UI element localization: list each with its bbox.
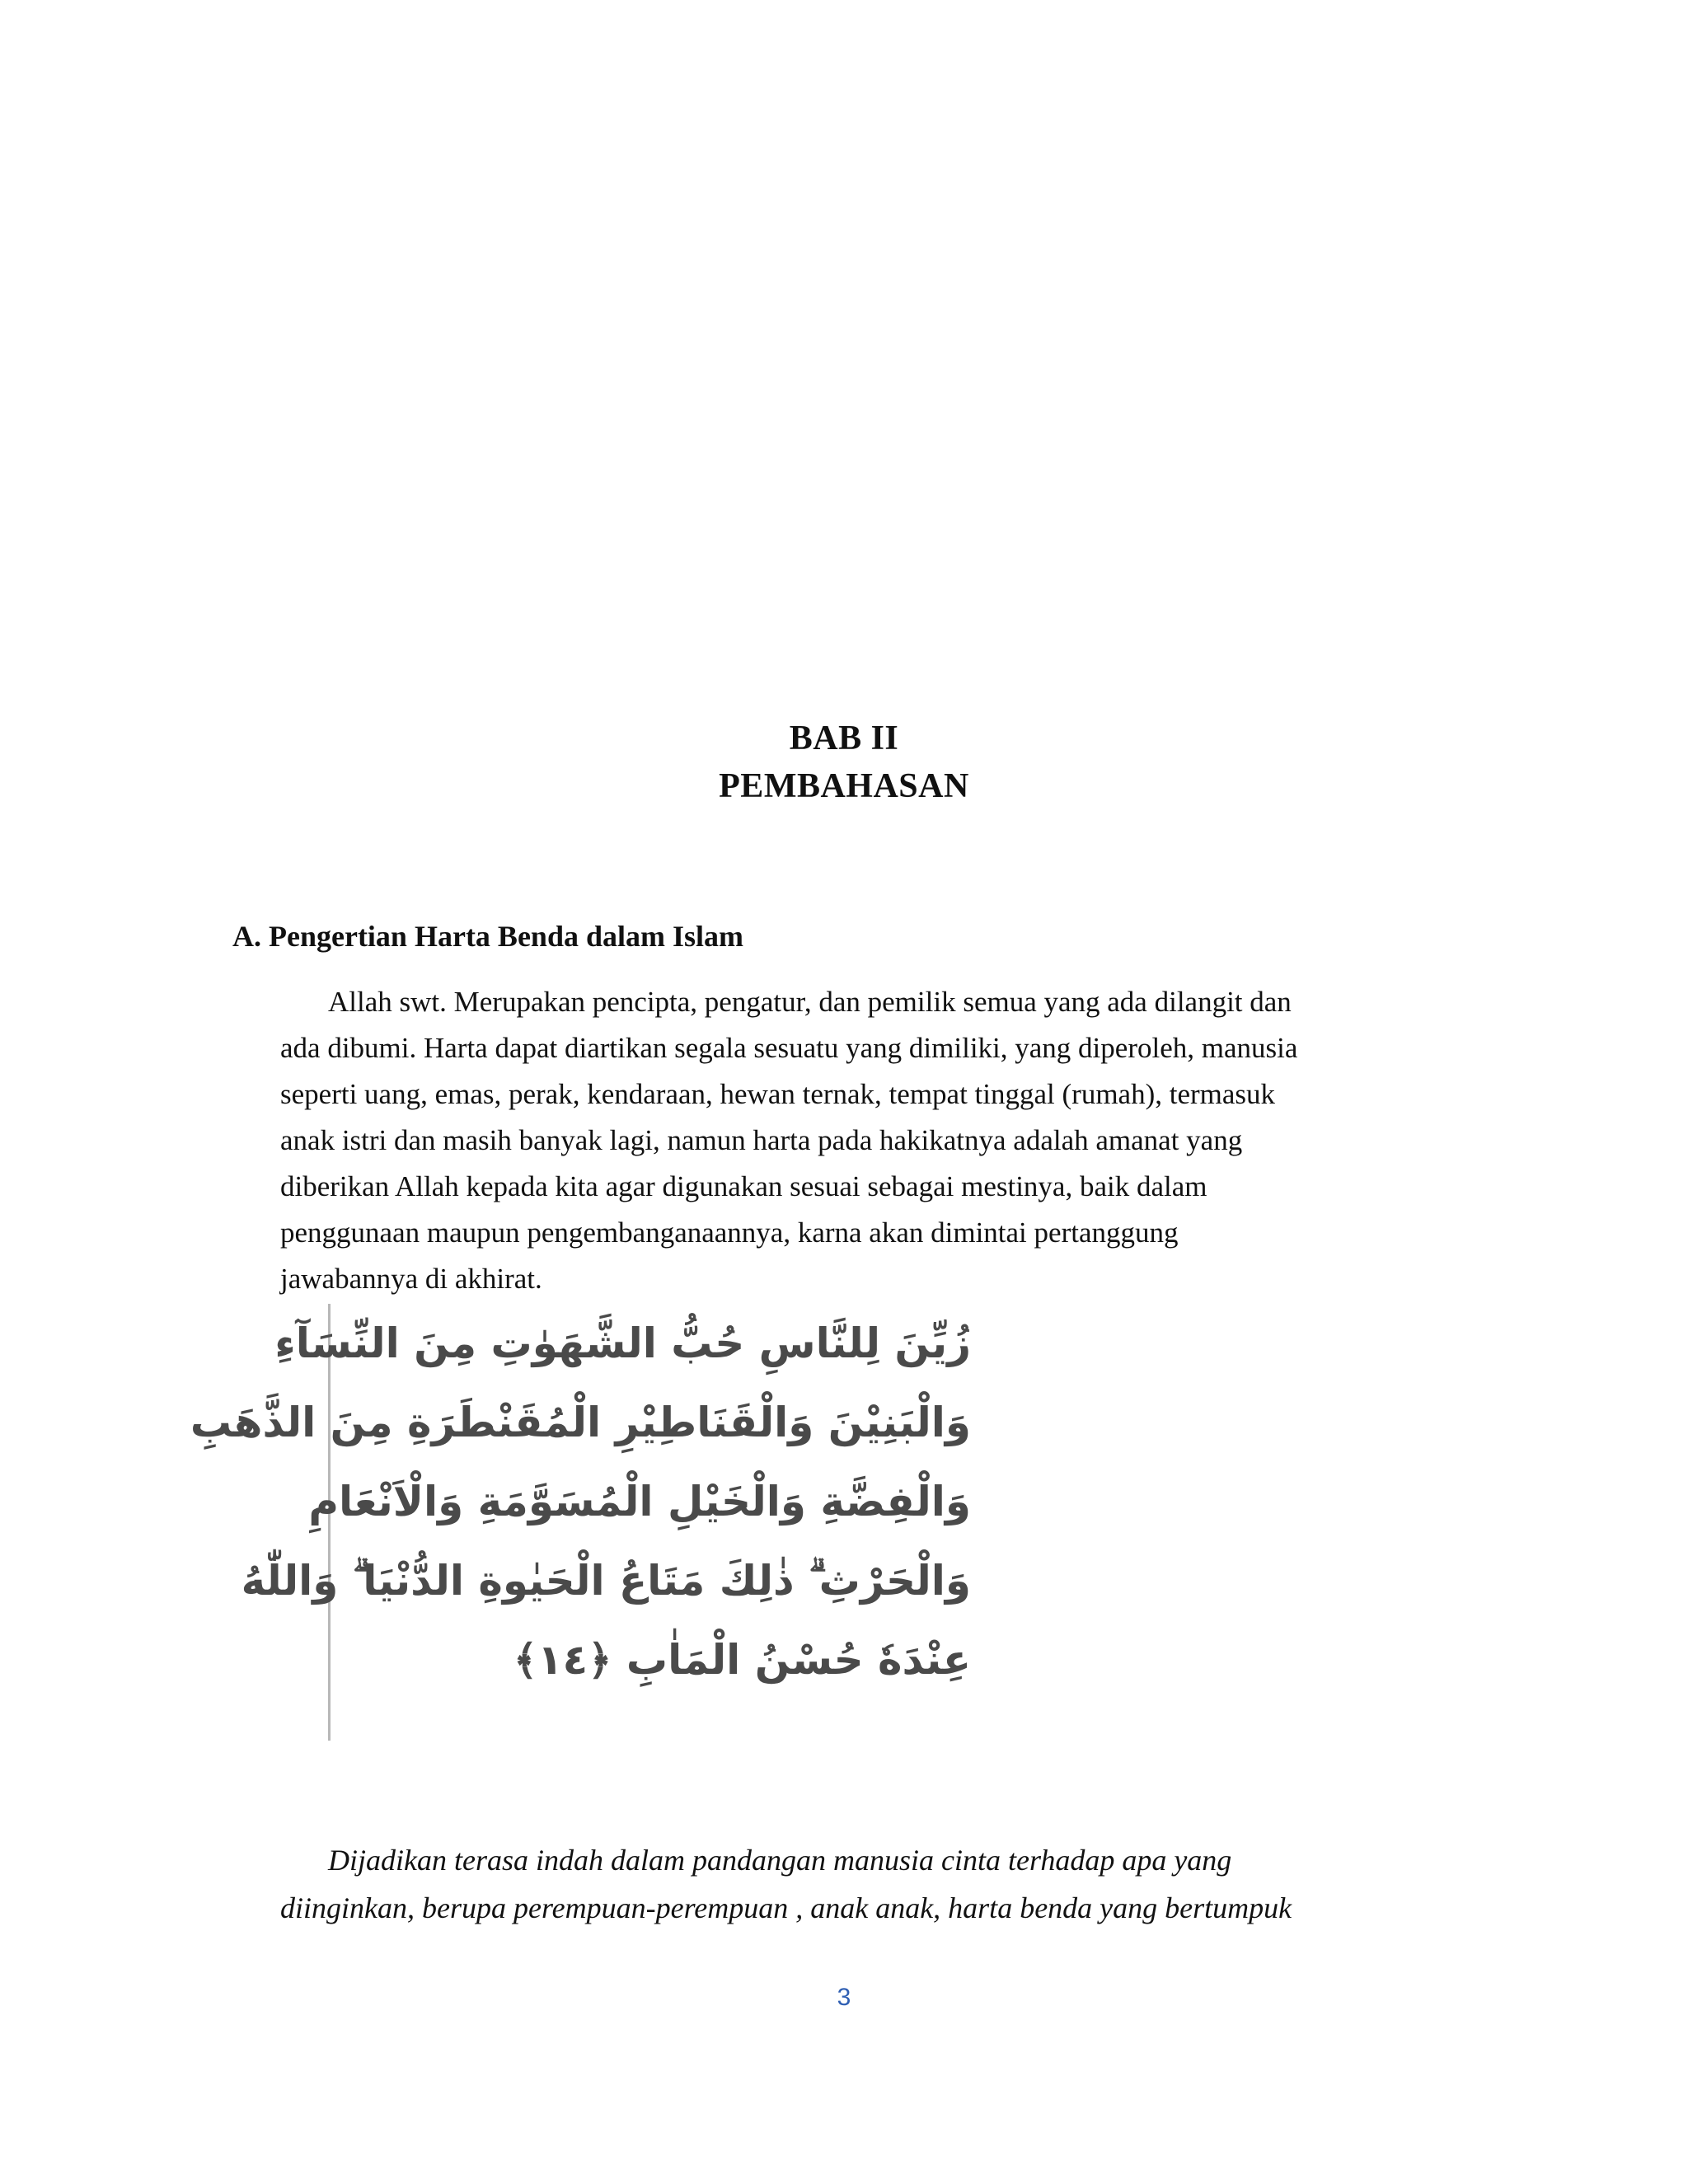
section-heading: A. Pengertian Harta Benda dalam Islam — [232, 920, 743, 953]
verse-line: وَالْبَنِيْنَ وَالْقَنَاطِيْرِ الْمُقَنْطَرَةِ مِنَ الذَّهَبِ — [190, 1399, 971, 1446]
paragraph-line: penggunaan maupun pengembanganaannya, karna akan dimintai pertanggung — [280, 1216, 1179, 1249]
paragraph-line: jawabannya di akhirat. — [280, 1263, 542, 1295]
page-number: 3 — [837, 1984, 851, 2011]
chapter-number: BAB II — [789, 719, 899, 757]
quran-verse-image — [190, 1304, 987, 1741]
verse-line: عِنْدَهٗ حُسْنُ الْمَاٰبِ ﴿١٤﴾ — [513, 1636, 971, 1684]
intro-paragraph — [280, 979, 1434, 1302]
translation-line: Dijadikan terasa indah dalam pandangan manusia cinta terhadap apa yang — [328, 1844, 1232, 1877]
verse-line: وَالْحَرْثِ ۗ ذٰلِكَ مَتَاعُ الْحَيٰوةِ الدُّنْيَا ۗ وَاللّٰهُ — [241, 1557, 971, 1605]
paragraph-line: anak istri dan masih banyak lagi, namun harta pada hakikatnya adalah amanat yang — [280, 1124, 1243, 1156]
paragraph-line: diberikan Allah kepada kita agar digunakan sesuai sebagai mestinya, baik dalam — [280, 1170, 1207, 1202]
paragraph-line: ada dibumi. Harta dapat diartikan segala sesuatu yang dimiliki, yang diperoleh, manusia — [280, 1032, 1298, 1064]
verse-line: زُيِّنَ لِلنَّاسِ حُبُّ الشَّهَوٰتِ مِنَ النِّسَآءِ — [274, 1319, 971, 1367]
verse-line: وَالْفِضَّةِ وَالْخَيْلِ الْمُسَوَّمَةِ وَالْاَنْعَامِ — [308, 1478, 971, 1526]
paragraph-line: seperti uang, emas, perak, kendaraan, hewan ternak, tempat tinggal (rumah), termasuk — [280, 1078, 1276, 1110]
translation-line: diinginkan, berupa perempuan-perempuan , anak anak, harta benda yang bertumpuk — [280, 1891, 1292, 1924]
chapter-title: PEMBAHASAN — [719, 767, 969, 805]
verse-translation — [280, 1836, 1434, 1932]
paragraph-line: Allah swt. Merupakan pencipta, pengatur, dan pemilik semua yang ada dilangit dan — [328, 986, 1292, 1018]
arabic-verse-text — [190, 1304, 971, 1699]
